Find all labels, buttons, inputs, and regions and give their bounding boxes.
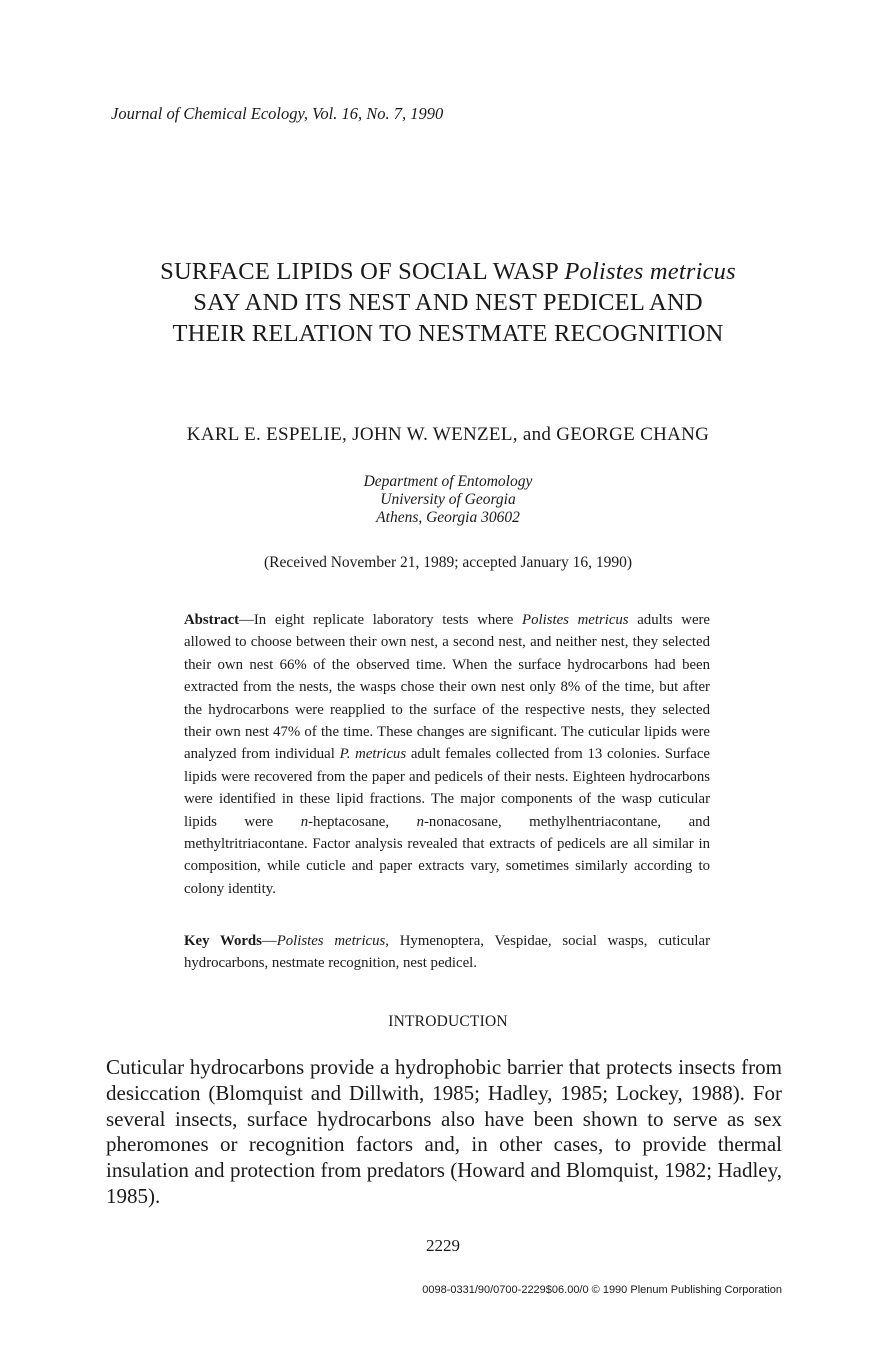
copyright-footer: 0098-0331/90/0700-2229$06.00/0 © 1990 Plenum Publishing Corporation	[422, 1284, 782, 1296]
title-line-1-text: SURFACE LIPIDS OF SOCIAL WASP	[160, 258, 565, 285]
journal-header: Journal of Chemical Ecology, Vol. 16, No. 7, 1990	[111, 104, 444, 123]
abstract-text-5: -nonacosane, methylhentriacontane, and methyltritriacontane. Factor analysis revealed that extracts of pedicels are all similar in composition, while cuticle and paper extracts vary, sometimes similarly according to colony identity.	[184, 813, 710, 897]
title-line-1	[60, 256, 836, 287]
introduction-paragraph: Cuticular hydrocarbons provide a hydrophobic barrier that protects insects from desiccation (Blomquist and Dillwith, 1985; Hadley, 1985; Lockey, 1988). For several insects, surface hydrocarbons also have been shown to serve as sex pheromones or recognition factors and, in other cases, to provide thermal insulation and protection from predators (Howard and Blomquist, 1982; Hadley, 1985).	[106, 1055, 782, 1208]
key-words-dash: —	[261, 933, 277, 949]
article-title	[60, 256, 836, 349]
received-dates: (Received November 21, 1989; accepted January 16, 1990)	[264, 554, 632, 571]
abstract-n-prefix-2: n	[416, 813, 424, 830]
affiliation-university: University of Georgia	[380, 491, 516, 508]
key-words-species: Polistes metricus	[276, 933, 386, 949]
abstract-species-2: P. metricus	[339, 746, 407, 763]
abstract	[184, 609, 710, 900]
abstract-label: Abstract	[184, 612, 240, 628]
abstract-n-prefix-1: n	[300, 813, 309, 830]
key-words-label: Key Words	[184, 933, 262, 949]
abstract-text-3: adult females collected from 13 colonies. Surface lipids were recovered from the paper and pedicels of their nests. Eighteen hydrocarbons were identified in these lipid fractions. The major components of the wasp cuticular lipids were	[184, 746, 710, 830]
key-words-text: , Hymenoptera, Vespidae, social wasps, cuticular hydrocarbons, nestmate recognition, nest pedicel.	[184, 933, 710, 972]
abstract-text-4: -heptacosane,	[308, 813, 417, 830]
title-line-3: THEIR RELATION TO NESTMATE RECOGNITION	[172, 320, 724, 347]
title-species: Polistes metricus	[564, 258, 736, 285]
abstract-text-1: —In eight replicate laboratory tests where	[239, 612, 523, 628]
abstract-text-2: adults were allowed to choose between their own nest, a second nest, and neither nest, they selected their own nest 66% of the observed time. When the surface hydrocarbons had been extracted from the nests, the wasps chose their own nest only 8% of the time, but after the hydrocarbons were reapplied to the surface of the respective nests, they selected their own nest 47% of the time. These changes are significant. The cuticular lipids were analyzed from individual	[184, 612, 711, 763]
key-words	[184, 930, 710, 975]
affiliation	[60, 473, 836, 527]
section-heading-introduction: INTRODUCTION	[388, 1013, 508, 1030]
abstract-species-1: Polistes metricus	[522, 612, 629, 628]
affiliation-city: Athens, Georgia 30602	[376, 509, 520, 526]
page-number: 2229	[426, 1236, 460, 1255]
title-line-2: SAY AND ITS NEST AND NEST PEDICEL AND	[193, 289, 703, 316]
affiliation-department: Department of Entomology	[363, 473, 533, 490]
authors: KARL E. ESPELIE, JOHN W. WENZEL, and GEORGE CHANG	[186, 424, 710, 445]
